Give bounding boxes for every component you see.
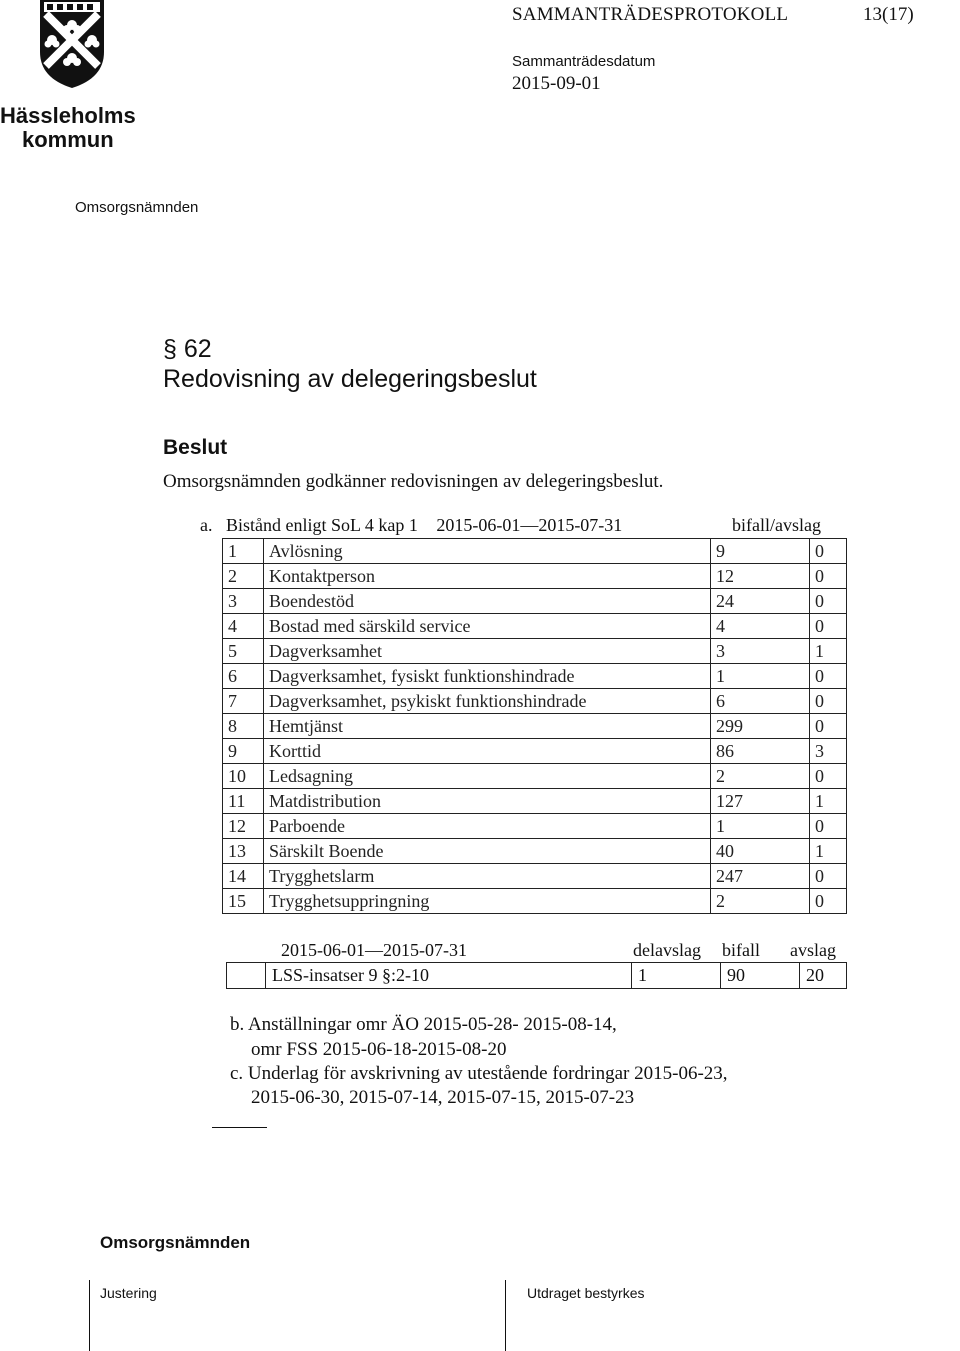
meeting-date-label: Sammanträdesdatum [512,53,656,70]
row-number: 8 [223,714,264,739]
table-a-heading-part2: 2015-06-01—2015-07-31 [436,515,623,535]
row-bifall: 3 [711,639,810,664]
row-bifall: 24 [711,589,810,614]
row-number: 7 [223,689,264,714]
row-avslag: 0 [810,814,847,839]
row-avslag: 0 [810,714,847,739]
table-row [223,864,847,889]
row-avslag: 0 [810,589,847,614]
row-number: 5 [223,639,264,664]
row-name: Boendestöd [264,589,711,614]
section-end-rule [212,1127,267,1128]
row-number: 10 [223,764,264,789]
row-bifall: 127 [711,789,810,814]
table-row [223,689,847,714]
row-avslag: 0 [810,689,847,714]
table-a-heading [226,515,622,536]
lss-label: LSS-insatser 9 §:2-10 [266,963,632,989]
row-name: Hemtjänst [264,714,711,739]
row-name: Korttid [264,739,711,764]
table-row [223,764,847,789]
row-number: 13 [223,839,264,864]
lss-delavslag: 1 [632,963,721,989]
item-b-line2: omr FSS 2015-06-18-2015-08-20 [251,1039,507,1060]
table-row [223,639,847,664]
meeting-date: 2015-09-01 [512,73,601,94]
table-row [223,789,847,814]
table-row [223,889,847,914]
lss-col-avslag: avslag [790,940,836,960]
row-avslag: 0 [810,564,847,589]
item-c-line1: c. Underlag för avskrivning av utestående fordringar 2015-06-23, [230,1063,728,1084]
row-avslag: 1 [810,789,847,814]
row-name: Ledsagning [264,764,711,789]
row-number: 15 [223,889,264,914]
row-number: 3 [223,589,264,614]
footer-divider [89,1280,90,1351]
item-a-prefix: a. [200,515,213,535]
row-number: 1 [223,539,264,564]
lss-empty-cell [227,963,266,989]
table-row [223,814,847,839]
row-name: Dagverksamhet, fysiskt funktionshindrade [264,664,711,689]
row-bifall: 86 [711,739,810,764]
paragraph-number: § 62 [163,335,212,363]
item-c-line2: 2015-06-30, 2015-07-14, 2015-07-15, 2015-07-23 [251,1087,635,1108]
row-name: Dagverksamhet [264,639,711,664]
row-number: 11 [223,789,264,814]
decision-text: Omsorgsnämnden godkänner redovisningen av delegeringsbeslut. [163,471,664,492]
municipality-name-line1: Hässleholms [0,103,136,128]
table-row [223,714,847,739]
row-bifall: 2 [711,764,810,789]
municipality-logo [0,0,150,155]
row-name: Trygghetslarm [264,864,711,889]
row-avslag: 1 [810,639,847,664]
coat-of-arms-icon [38,0,106,88]
lss-col-bifall: bifall [722,940,760,960]
footer-divider [505,1280,506,1351]
document-title: SAMMANTRÄDESPROTOKOLL [512,4,789,25]
table-row [223,664,847,689]
row-name: Bostad med särskild service [264,614,711,639]
row-bifall: 2 [711,889,810,914]
row-bifall: 299 [711,714,810,739]
item-b-line1: b. Anställningar omr ÄO 2015-05-28- 2015-08-14, [230,1014,617,1035]
row-name: Kontaktperson [264,564,711,589]
row-bifall: 40 [711,839,810,864]
row-avslag: 1 [810,839,847,864]
decisions-table [222,538,847,914]
table-row [223,564,847,589]
row-name: Matdistribution [264,789,711,814]
row-name: Trygghetsuppringning [264,889,711,914]
row-bifall: 4 [711,614,810,639]
section-title: Redovisning av delegeringsbeslut [163,365,537,393]
row-avslag: 0 [810,539,847,564]
row-avslag: 0 [810,664,847,689]
table-row [227,963,847,989]
utdrag-label: Utdraget bestyrkes [527,1285,645,1301]
table-row [223,614,847,639]
row-avslag: 0 [810,614,847,639]
row-number: 14 [223,864,264,889]
row-bifall: 6 [711,689,810,714]
row-bifall: 12 [711,564,810,589]
row-name: Dagverksamhet, psykiskt funktionshindrade [264,689,711,714]
table-row [223,539,847,564]
row-number: 9 [223,739,264,764]
lss-col-delavslag: delavslag [633,940,701,960]
row-number: 4 [223,614,264,639]
row-bifall: 1 [711,814,810,839]
row-avslag: 0 [810,864,847,889]
lss-period: 2015-06-01—2015-07-31 [281,940,467,960]
table-a-column-label: bifall/avslag [732,515,821,535]
lss-bifall: 90 [721,963,800,989]
row-number: 2 [223,564,264,589]
row-avslag: 0 [810,764,847,789]
row-name: Särskilt Boende [264,839,711,864]
row-bifall: 247 [711,864,810,889]
page-number: 13(17) [863,4,914,25]
table-row [223,589,847,614]
justering-label: Justering [100,1285,157,1301]
row-avslag: 3 [810,739,847,764]
row-bifall: 9 [711,539,810,564]
lss-avslag: 20 [800,963,847,989]
table-row [223,839,847,864]
table-row [223,739,847,764]
row-name: Avlösning [264,539,711,564]
row-name: Parboende [264,814,711,839]
row-avslag: 0 [810,889,847,914]
decision-heading: Beslut [163,436,228,459]
lss-table [226,962,847,989]
footer-committee: Omsorgsnämnden [100,1233,251,1252]
row-number: 6 [223,664,264,689]
row-bifall: 1 [711,664,810,689]
row-number: 12 [223,814,264,839]
committee-name: Omsorgsnämnden [75,199,199,216]
table-a-heading-part1: Bistånd enligt SoL 4 kap 1 [226,515,418,535]
municipality-name-line2: kommun [22,127,114,152]
